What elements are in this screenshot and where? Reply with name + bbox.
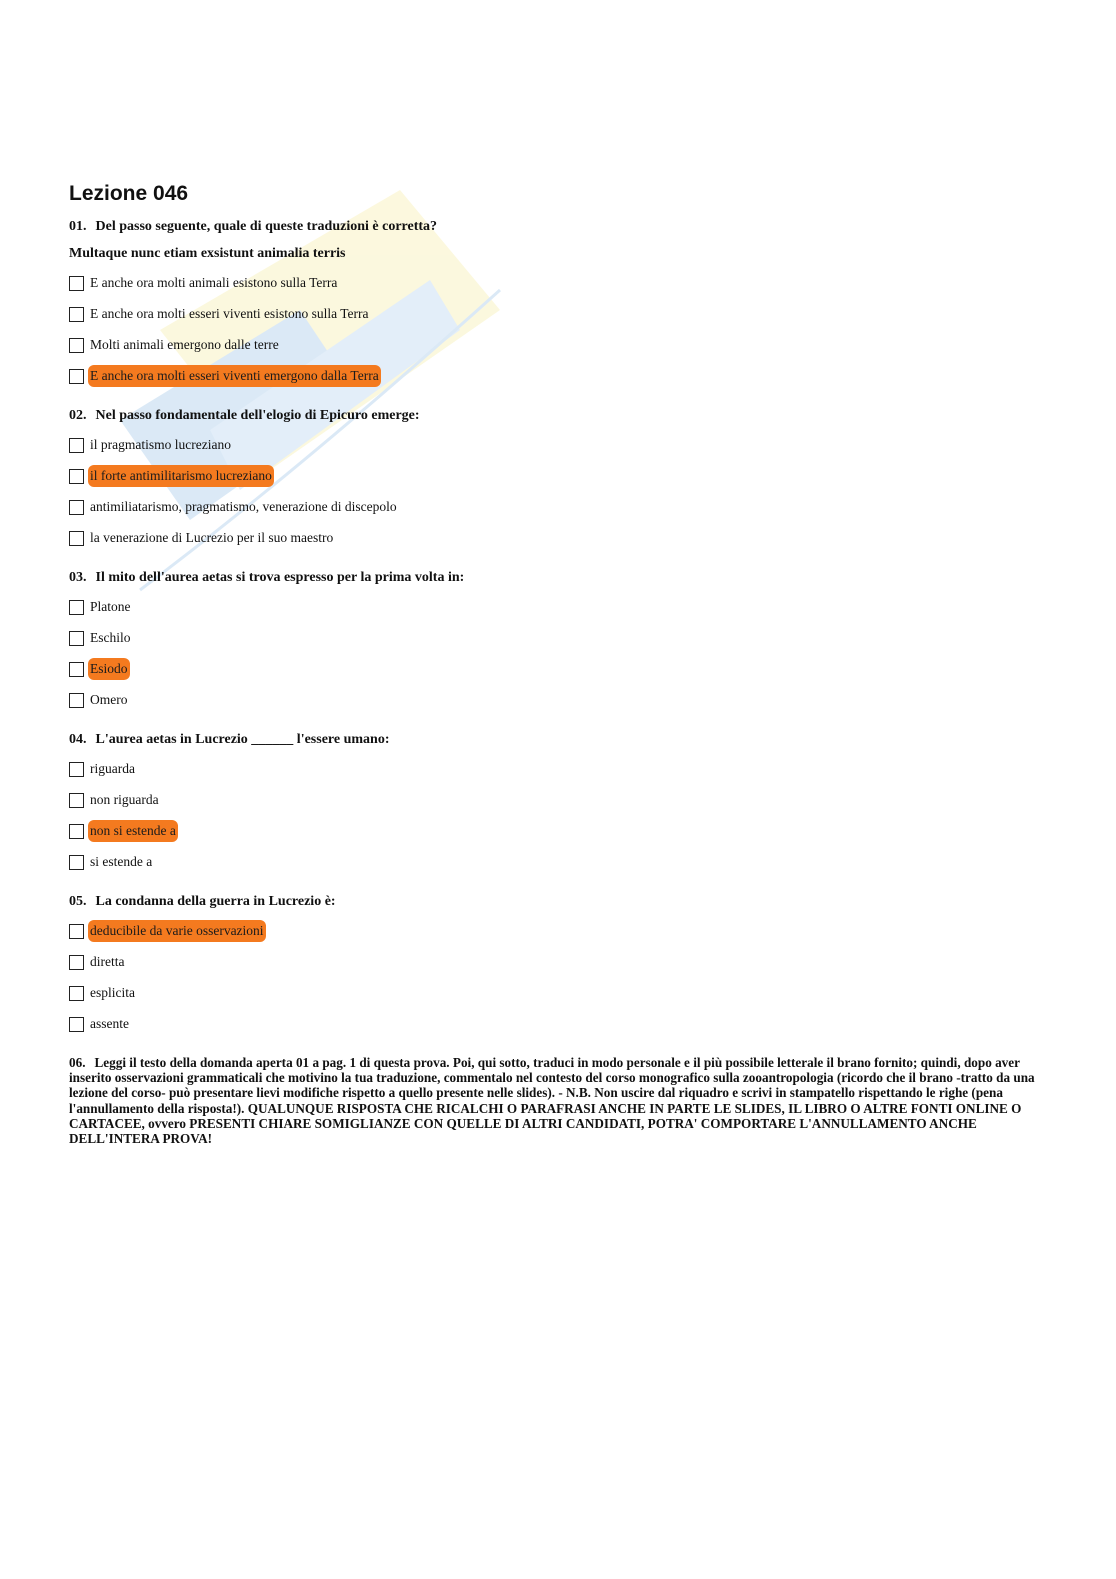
answer-text: Molti animali emergono dalle terre [90, 337, 279, 352]
answer-text: antimiliatarismo, pragmatismo, venerazione di discepolo [90, 499, 397, 514]
question-4 [69, 731, 1044, 873]
answer-option[interactable] [69, 982, 1044, 1004]
answer-option[interactable] [69, 851, 1044, 873]
checkbox[interactable] [69, 276, 84, 291]
open-question [69, 1055, 1044, 1146]
answer-option[interactable] [69, 365, 1044, 387]
question-heading [69, 569, 1044, 587]
answer-text: diretta [90, 954, 125, 969]
answer-option[interactable] [69, 596, 1044, 618]
question-number: 01. [69, 219, 87, 234]
answer-text: Platone [90, 599, 131, 614]
question-list [69, 218, 1044, 1035]
checkbox[interactable] [69, 855, 84, 870]
answer-option[interactable] [69, 627, 1044, 649]
answer-option[interactable] [69, 465, 1044, 487]
answer-option[interactable] [69, 658, 1044, 680]
answer-text: riguarda [90, 761, 135, 776]
checkbox[interactable] [69, 469, 84, 484]
checkbox[interactable] [69, 824, 84, 839]
answer-option[interactable] [69, 920, 1044, 942]
answer-text: si estende a [90, 854, 153, 869]
answer-option[interactable] [69, 758, 1044, 780]
question-heading [69, 893, 1044, 911]
question-text: Del passo seguente, quale di queste traduzioni è corretta? [95, 219, 438, 234]
question-3 [69, 569, 1044, 711]
question-2 [69, 407, 1044, 549]
answer-text: non riguarda [90, 792, 159, 807]
checkbox[interactable] [69, 631, 84, 646]
highlighted-answer-text: il forte antimilitarismo lucreziano [88, 465, 274, 487]
page-title: Lezione 046 [69, 182, 189, 205]
answer-text: E anche ora molti esseri viventi esistono sulla Terra [90, 306, 369, 321]
answer-option[interactable] [69, 1013, 1044, 1035]
question-text: Il mito dell'aurea aetas si trova espresso per la prima volta in: [95, 570, 465, 585]
checkbox[interactable] [69, 500, 84, 515]
checkbox[interactable] [69, 924, 84, 939]
checkbox[interactable] [69, 955, 84, 970]
question-number: 05. [69, 894, 87, 909]
question-number: 02. [69, 408, 87, 423]
open-question-text: Leggi il testo della domanda aperta 01 a pag. 1 di questa prova. Poi, qui sotto, traduci in modo personale e il più possibile letterale il brano fornito; quindi, dopo aver inserito osservazioni grammaticali che motivino la tua traduzione, commentalo nel contesto del corso monografico sulla zooantropologia (ricordo che il brano -tratto da una lezione del corso- può presentare lievi modifiche rispetto a quello presente nelle slides). - N.B. Non uscire dal riquadro e scrivi in stampatello rispettando le righe (pena l'annullamento della risposta!). QUALUNQUE RISPOSTA CHE RICALCHI O PARAFRASI ANCHE IN PARTE LE SLIDES, IL LIBRO O ALTRE FONTI ONLINE O CARTACEE, ovvero PRESENTI CHIARE SOMIGLIANZE CON QUELLE DI ALTRI CANDIDATI, POTRA' COMPORTARE L'ANNULLAMENTO ANCHE DELL'INTERA PROVA! [69, 1055, 1035, 1147]
checkbox[interactable] [69, 307, 84, 322]
question-1 [69, 218, 1044, 387]
highlighted-answer-text: non si estende a [88, 820, 178, 842]
answer-option[interactable] [69, 820, 1044, 842]
checkbox[interactable] [69, 531, 84, 546]
answer-text: Omero [90, 692, 128, 707]
highlighted-answer-text: E anche ora molti esseri viventi emergono dalla Terra [88, 365, 381, 387]
question-heading [69, 407, 1044, 425]
answer-option[interactable] [69, 689, 1044, 711]
document-body [69, 180, 1044, 1146]
checkbox[interactable] [69, 793, 84, 808]
question-number: 04. [69, 732, 87, 747]
question-passage: Multaque nunc etiam exsistunt animalia terris [69, 246, 346, 261]
answer-option[interactable] [69, 496, 1044, 518]
answer-option[interactable] [69, 303, 1044, 325]
checkbox[interactable] [69, 762, 84, 777]
checkbox[interactable] [69, 369, 84, 384]
question-text: La condanna della guerra in Lucrezio è: [95, 894, 336, 909]
answer-text: Eschilo [90, 630, 131, 645]
question-text: L'aurea aetas in Lucrezio ______ l'essere umano: [95, 732, 390, 747]
checkbox[interactable] [69, 986, 84, 1001]
question-heading [69, 731, 1044, 749]
question-heading [69, 218, 1044, 236]
answer-text: la venerazione di Lucrezio per il suo maestro [90, 530, 334, 545]
checkbox[interactable] [69, 438, 84, 453]
answer-text: esplicita [90, 985, 135, 1000]
checkbox[interactable] [69, 693, 84, 708]
question-text: Nel passo fondamentale dell'elogio di Epicuro emerge: [95, 408, 420, 423]
question-number: 03. [69, 570, 87, 585]
answer-option[interactable] [69, 789, 1044, 811]
answer-option[interactable] [69, 334, 1044, 356]
highlighted-answer-text: Esiodo [88, 658, 130, 680]
open-question-number: 06. [69, 1055, 86, 1070]
answer-text: E anche ora molti animali esistono sulla Terra [90, 275, 338, 290]
question-5 [69, 893, 1044, 1035]
answer-option[interactable] [69, 527, 1044, 549]
answer-text: assente [90, 1016, 129, 1031]
answer-option[interactable] [69, 951, 1044, 973]
answer-option[interactable] [69, 434, 1044, 456]
checkbox[interactable] [69, 1017, 84, 1032]
highlighted-answer-text: deducibile da varie osservazioni [88, 920, 266, 942]
answer-text: il pragmatismo lucreziano [90, 437, 231, 452]
checkbox[interactable] [69, 662, 84, 677]
checkbox[interactable] [69, 600, 84, 615]
checkbox[interactable] [69, 338, 84, 353]
answer-option[interactable] [69, 272, 1044, 294]
